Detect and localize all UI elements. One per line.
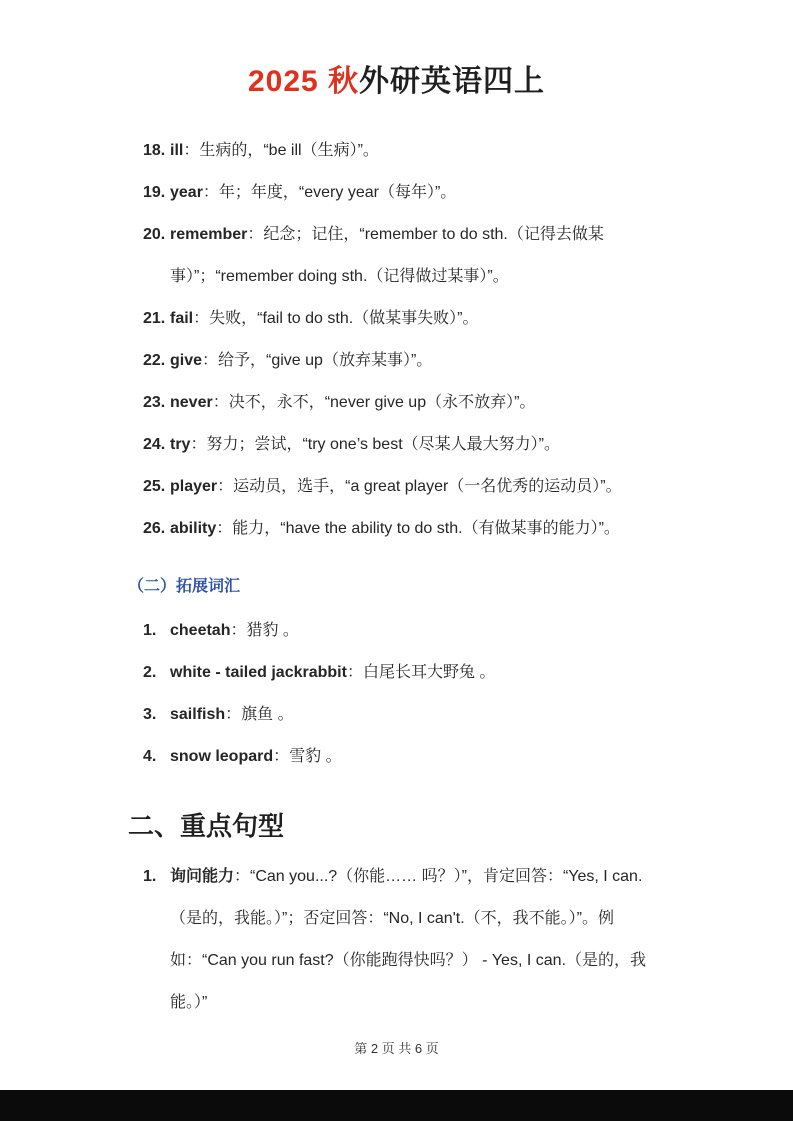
- item-definition: ：决不，永不，“never give up（永不放弃）”。: [212, 394, 536, 411]
- item-definition: ：猎豹 。: [230, 622, 299, 639]
- item-text: [170, 508, 665, 550]
- item-definition: ：白尾长耳大野兔 。: [346, 664, 496, 681]
- item-definition: ：旗鱼 。: [225, 706, 294, 723]
- list-item: [143, 298, 665, 340]
- item-word: cheetah: [170, 622, 231, 639]
- item-text: [170, 466, 665, 508]
- item-definition: ：努力；尝试，“try one’s best（尽某人最大努力）”。: [190, 436, 560, 453]
- list-item: [143, 214, 665, 298]
- page-title: [0, 0, 793, 100]
- item-definition: ：运动员，选手，“a great player（一名优秀的运动员）”。: [217, 478, 622, 495]
- item-definition: ：能力，“have the ability to do sth.（有做某事的能力）”。: [216, 520, 620, 537]
- page-number-footer: 第 2 页 共 6 页: [354, 1041, 439, 1056]
- item-word: give: [170, 352, 203, 369]
- section-heading-key-sentences: 二、重点句型: [128, 811, 285, 841]
- list-item: [143, 508, 665, 550]
- item-text: [170, 340, 665, 382]
- item-text: [170, 610, 665, 652]
- item-number: 25.: [143, 478, 166, 495]
- item-text: [170, 694, 665, 736]
- item-definition: ：给予，“give up（放弃某事）”。: [202, 352, 433, 369]
- item-word: year: [170, 184, 203, 201]
- item-word: try: [170, 436, 191, 453]
- item-text: [170, 856, 665, 1024]
- item-text: [170, 298, 665, 340]
- item-number: 2.: [143, 664, 157, 681]
- list-item: [143, 424, 665, 466]
- item-word: ability: [170, 520, 217, 537]
- list-item: [143, 652, 665, 694]
- list-item: [143, 856, 665, 1024]
- item-text: [170, 214, 665, 298]
- list-item: [143, 340, 665, 382]
- title-year-season: 2025 秋: [247, 65, 360, 98]
- list-item: [143, 382, 665, 424]
- item-number: 20.: [143, 226, 166, 243]
- list-item: [143, 610, 665, 652]
- item-word: white - tailed jackrabbit: [170, 664, 347, 681]
- item-word: player: [170, 478, 218, 495]
- item-number: 18.: [143, 142, 166, 159]
- item-text: [170, 652, 665, 694]
- list-item: [143, 130, 665, 172]
- item-text: [170, 172, 665, 214]
- item-word: snow leopard: [170, 748, 274, 765]
- item-definition: ：纪念；记住，“remember to do sth.（记得去做某事）”；“remember doing sth.（记得做过某事）”。: [170, 226, 604, 285]
- item-word: sailfish: [170, 706, 226, 723]
- item-definition: ：生病的，“be ill（生病）”。: [183, 142, 379, 159]
- item-lead: 询问能力: [170, 868, 235, 885]
- item-word: fail: [170, 310, 194, 327]
- section-heading-expanded-vocab: （二）拓展词汇: [128, 578, 241, 595]
- item-definition: ：失败，“fail to do sth.（做某事失败）”。: [193, 310, 479, 327]
- item-number: 1.: [143, 622, 157, 639]
- list-item: [143, 736, 665, 778]
- item-text: [170, 424, 665, 466]
- item-word: never: [170, 394, 213, 411]
- item-number: 4.: [143, 748, 157, 765]
- item-number: 3.: [143, 706, 157, 723]
- item-word: ill: [170, 142, 184, 159]
- item-word: remember: [170, 226, 248, 243]
- item-number: 21.: [143, 310, 166, 327]
- item-number: 22.: [143, 352, 166, 369]
- item-number: 24.: [143, 436, 166, 453]
- item-text: [170, 736, 665, 778]
- expanded-vocab-list: [143, 610, 665, 778]
- page-content: [0, 130, 793, 1024]
- item-number: 26.: [143, 520, 166, 537]
- list-item: [143, 694, 665, 736]
- list-item: [143, 172, 665, 214]
- item-number: 19.: [143, 184, 166, 201]
- item-definition: ：年；年度，“every year（每年）”。: [202, 184, 457, 201]
- bottom-bar: [0, 1090, 793, 1121]
- vocab-list: [143, 130, 665, 550]
- item-number: 23.: [143, 394, 166, 411]
- item-body: ：“Can you...?（你能…… 吗？）”，肯定回答：“Yes, I can.（是的，我能。）”；否定回答：“No, I can't.（不，我不能。）”。例如：“Can you run fast?（你能跑得快吗？） - Yes, I can.（是的，我能。）”: [170, 868, 646, 1011]
- list-item: [143, 466, 665, 508]
- item-text: [170, 382, 665, 424]
- item-number: 1.: [143, 868, 157, 885]
- title-course-name: 外研英语四上: [359, 65, 546, 98]
- key-sentence-list: [143, 856, 665, 1024]
- item-definition: ：雪豹 。: [273, 748, 342, 765]
- item-text: [170, 130, 665, 172]
